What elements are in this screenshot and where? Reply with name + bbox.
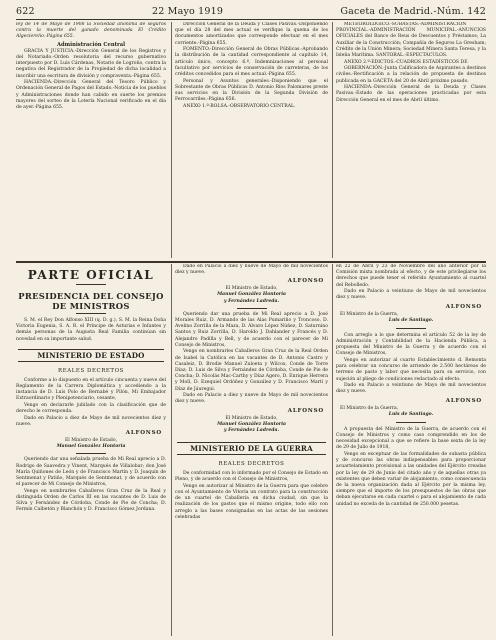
header-rule [16, 19, 486, 20]
column-divider [171, 264, 172, 636]
main-column-1 [16, 264, 166, 638]
summary-item: Dirección General de la Deuda y Clases Pasivas.-Disponiendo que el día 28 del mes actual se verifique la quema de los documentos amortizados que corresponde efectuar en el mes corriente.-Página 655. [175, 22, 328, 46]
summary-item: FOMENTO.-Dirección General de Obras Públicas.-Aprobando la distribución de la cantidad correspondiente al capítulo 14, artículo único, concepto 6.º, Indemnizaciones al personal facultativo por servicios de conservación de carreteras, de los créditos concedidos para el mes actual.-Página 655. [175, 47, 328, 78]
body-paragraph: Queriendo dar una señalada prueba de Mi Real aprecio a D. Rodrigo de Saavedra y Vinent, Marqués de Villalobar; don José María Quiñones de León y de Francisco Martín y D. Joaquín de Sentmenat y Patiño, Marqués de Sentmenat, y de acuerdo con el parecer de Mi Consejo de Ministros, [16, 457, 166, 488]
minister-label: El Ministro de Estado, [64, 438, 118, 444]
body-paragraph: S. M. el Rey Don Alfonso XIII (q. D. g.), S. M. la Reina Doña Victoria Eugenia, S. A. R. el Príncipe de Asturias e Infantes y demás personas de la Augusta Real Familia continúan sin novedad en su importante salud. [16, 318, 166, 342]
body-paragraph: Con arreglo a lo que determina el artículo 52 de la ley de Administración y Contabilidad de la Hacienda Pública, a propuesta del Ministro de la Guerra y de acuerdo con el Consejo de Ministros, [336, 332, 486, 357]
minister-name: Manuel González Hontoria [56, 444, 126, 450]
gazette-title: Gaceta de Madrid.-Núm. 142 [340, 6, 486, 17]
body-paragraph: Vengo en exceptuar de las formalidades de subasta pública y de concurso las obras indispensables para proporcionar acuartelamiento provisional a las unidades del Ejército creadas por la ley de 29 de Junio del citado año y de aquellas otras ya existentes que deben variar de alojamiento, como consecuencia de la nueva organización dada al Ejército por la misma ley, siempre que el importe de los presupuestos de las obras que deban ejecutarse en cada cuartel o para el alojamiento de cada unidad no exceda de la cantidad de 250.000 pesetas. [336, 452, 486, 507]
minister-name-cont: y Fernández Ladreda. [223, 298, 280, 304]
summary-item: HACIENDA.-Dirección General del Tesoro Público y Ordenación General de Pagos del Estado.-Noticia de los pueblos y Administraciones donde han cabido en suerte los premios mayores del sorteo de la Lotería Nacional verificado en el día de ayer.-Página 655. [16, 80, 166, 111]
royal-signature: ALFONSO [287, 407, 324, 414]
parte-oficial-title: PARTE OFICIAL [27, 268, 155, 282]
summary-item: ley de 14 de Mayo de 1908 la Sociedad anónima de seguros contra la muerte del ganado denominada El Crédito Algeciereño.-Página 655. [16, 22, 166, 40]
ministerio-estado-title: MINISTERIO DE ESTADO [37, 350, 145, 360]
ministerio-estado-box [18, 349, 164, 362]
column-divider [171, 22, 172, 258]
royal-signature: ALFONSO [287, 278, 324, 285]
body-paragraph: Conforme a lo dispuesto en el artículo cincuenta y nueve del Reglamento de la Carrera Diplomática y accediendo a la instancia de D. Luis Polo de Bernabé y Pilón, Mi Embajador Extraordinario y Plenipotenciario, cesante, [16, 377, 166, 402]
summary-item: ANEXO 2.º-EDICTOS.-CUADROS ESTADÍSTICOS DE [344, 59, 468, 65]
body-paragraph: Vengo en autorizar al Ministro de la Guerra para que celebre con el Ayuntamiento de Vitoria un contrato para la construcción de un cuartel de Caballería en dicha ciudad, sin que la realización de los gastos que el mismo origine, todo ello con arreglo a las bases consignadas en las actas de las sesiones celebradas [175, 483, 328, 520]
divider [396, 422, 426, 423]
summary-item: HACIENDA.-Dirección General de la Deuda y Clases Pasivas.-Estado de las operaciones practicadas por esta Dirección General en el mes de Abril último. [336, 85, 486, 103]
body-paragraph: Vengo en declararle jubilado con la clasificación que de derecho le corresponda. [16, 403, 166, 415]
summary-column-2 [175, 22, 328, 260]
section-rule [16, 261, 486, 263]
minister-name: Manuel González Hontoria [217, 292, 286, 298]
main-column-2 [175, 264, 328, 638]
body-paragraph: Dado en Palacio a diez y nueve de Mayo de mil novecientos diez y nueve. [175, 264, 328, 276]
summary-item: ANEXO 1.º-BOLSA.-OBSERVATORIO CENTRAL. [183, 103, 296, 109]
divider [76, 453, 106, 454]
main-column-3 [336, 264, 486, 638]
royal-signature: ALFONSO [445, 303, 482, 310]
body-paragraph: Vengo en nombrarles Caballeros Gran Cruz de la Real y distinguida Orden de Carlos III en las vacantes de D. Luis de Silva y Fernández de Córdoba, Conde de Pie de Concha; D. Fermín Calbetón y Blanchón y D. Francisco Gómez Jordana. [16, 488, 166, 513]
page-header [16, 6, 486, 18]
summary-column-3 [336, 22, 486, 260]
reales-decretos-heading: REALES DECRETOS [58, 367, 124, 374]
summary-item: GRACIA Y JUSTICIA.-Dirección General de los Registros y del Notariado.-Orden resolutoria del recurso gubernativo interpuesto por D. Luis Cárdenas, Notario de Logroño, contra la negativa del Registrador de la Propiedad de dicha localidad a inscribir una escritura de división y compraventa.-Página 655. [16, 48, 166, 79]
ministerio-guerra-title: MINISTERIO DE LA GUERRA [190, 444, 313, 454]
summary-column-1 [16, 22, 166, 260]
body-paragraph: De conformidad con lo informado por el Consejo de Estado en Pleno, y de acuerdo con el Consejo de Ministros, [175, 471, 328, 483]
summary-item: GOBERNACIÓN.-Junta Calificadora de Aspirantes a destinos civiles.-Rectificación a la relación de propuesta de destinos publicada en la GACETA del 20 de Abril próximo pasado. [336, 66, 486, 84]
page-date: 22 Mayo 1919 [151, 6, 224, 17]
divider [237, 308, 267, 309]
summary-item: Personal y Asuntos generales.-Disponiendo que el Sobrestante de Obras Públicas D. Antonio Ríos Palomares preste sus servicios en la División de la Segunda División de Ferrocarriles.-Página 656. [175, 78, 328, 103]
divider [396, 328, 426, 329]
divider [76, 313, 106, 314]
minister-name: Manuel González Hontoria [217, 421, 286, 427]
body-paragraph: Queriendo dar una prueba de Mi Real aprecio a D. José Morales Ruiz, D. Armando de las Alas Pumariño y Troncoso, D. Avelino Zorrilla de la Maza, D. Álvaro López Núñez, D. Saturnino Santos y Ruiz Zorrilla, D. Haroldo J. Dahlander y Francés y D. Alejandro Padilla y Bell, y de acuerdo con el parecer de Mi Consejo de Ministros, [175, 311, 328, 348]
summary-item: METEOROLÓGICO.-SUBASTAS.-ADMINISTRACIÓN PROVINCIAL.-ADMINISTRACIÓN MUNICIPAL.-ANUNCIOS OFICIALES del Banco de Reus de Descuentos y Préstamos; La Auxiliar de la Construcción; Compañía de Seguros La Gresham; Crédito de la Unión Minera; Sociedad Minera Santa Teresa, y la Isleña Marítima. SANTORAL.-ESPECTÁCULOS. [336, 22, 486, 59]
minister-name: Luis de Santiago. [388, 317, 434, 323]
presidencia-title: PRESIDENCIA DEL CONSEJO DE MINISTROS [18, 291, 164, 311]
body-paragraph: A propuesta del Ministro de la Guerra, de acuerdo con el Consejo de Ministros y como caso comprendido en los de necesidad excepcional a que se refiere la base sexta de la ley de 29 de Julio de 1918, [336, 426, 486, 451]
minister-label: El Ministro de Estado, [225, 286, 278, 292]
body-paragraph: Dado en Palacio a veintiuno de Mayo de mil novecientos diez y nueve. [336, 289, 486, 301]
page-number: 622 [16, 6, 35, 17]
column-divider [332, 22, 333, 258]
body-paragraph: en 22 de Abril y 23 de Noviembre del año anterior por la Comisión mixta nombrada al efecto, y de este privilegiarse los derechos que puede tener el referido Ayuntamiento al cuartel del Rebolledo. [336, 264, 486, 288]
column-divider [332, 264, 333, 636]
body-paragraph: Dado en Palacio a diez de Mayo de mil novecientos diez y nueve. [16, 415, 166, 428]
royal-signature: ALFONSO [125, 430, 162, 437]
body-paragraph: Vengo en nombrarles Caballeros Gran Cruz de la Real Orden de Isabel la Católica en las vacantes de D. Antonio Castro y Casaleiz, D. Brodie Manuel Zuloeta y Wilcox, Conde de Torre Díaz; D. Luis de Silva y Fernández de Córdoba, Conde de Pie de Concha; D. Nicolás Mac-Carthy y Díaz Agero, D. Enrique Herrera y Moll, D. Ezequiel Ordóñez y González y D. Francisco Martí y Díaz de Jáuregui. [175, 349, 328, 392]
body-paragraph: Dado en Palacio a diez y nueve de Mayo de mil novecientos diez y nueve. [175, 393, 328, 405]
minister-label: El Ministro de Estado, [225, 415, 278, 421]
royal-signature: ALFONSO [445, 397, 482, 404]
body-paragraph: Dado en Palacio a veintiuno de Mayo de mil novecientos diez y nueve. [336, 383, 486, 395]
ministerio-guerra-box [177, 442, 326, 455]
minister-name: Luis de Santiago. [388, 411, 434, 417]
summary-section-title: Administración Central [56, 41, 126, 48]
minister-label: El Ministro de la Guerra, [340, 311, 399, 317]
minister-label: El Ministro de la Guerra, [340, 405, 399, 411]
divider [76, 284, 106, 285]
reales-decretos-heading: REALES DECRETOS [218, 461, 285, 468]
body-paragraph: Vengo en autorizar al cuarto Establecimiento d. Remonta para celebrar un concurso de arriendo de 2.500 hectáreas de terreno de pasto y labor que necesita para su servicio, con sujeción al pliego de condiciones redactado al efecto. [336, 358, 486, 382]
minister-name-cont: y Fernández Ladreda. [223, 427, 280, 433]
